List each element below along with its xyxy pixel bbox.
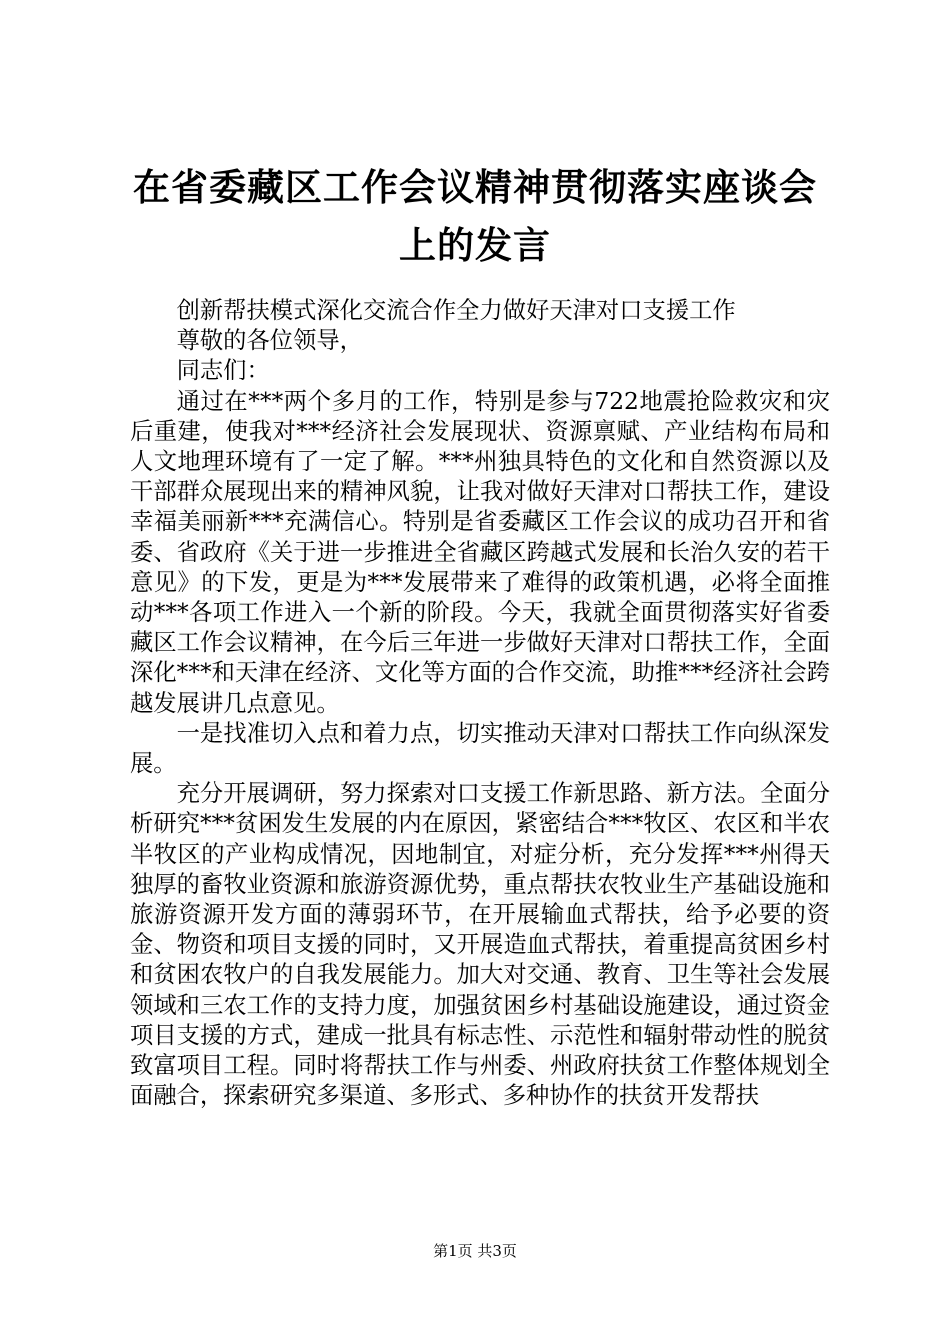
body-paragraph: 通过在***两个多月的工作，特别是参与722地震抢险救灾和灾后重建，使我对***经济社会发展现状、资源禀赋、产业结构布局和人文地理环境有了一定了解。***州独具特色的文化和自然资源以及干部群众展现出来的精神风貌，让我对做好天津对口帮扶工作，建设幸福美丽新***充满信心。特别是省委藏区工作会议的成功召开和省委、省政府《关于进一步推进全省藏区跨越式发展和长治久安的若干意见》的下发，更是为***发展带来了难得的政策机遇，必将全面推动***各项工作进入一个新的阶段。今天，我就全面贯彻落实好省委藏区工作会议精神，在今后三年进一步做好天津对口帮扶工作，全面深化***和天津在经济、文化等方面的合作交流，助推***经济社会跨越发展讲几点意见。	[130, 387, 830, 717]
document-body	[130, 296, 830, 1111]
document-title: 在省委藏区工作会议精神贯彻落实座谈会上的发言	[133, 165, 817, 267]
section-heading-paragraph: 一是找准切入点和着力点，切实推动天津对口帮扶工作向纵深发展。	[130, 719, 830, 778]
body-paragraph: 充分开展调研，努力探索对口支援工作新思路、新方法。全面分析研究***贫困发生发展的内在原因，紧密结合***牧区、农区和半农半牧区的产业构成情况，因地制宜，对症分析，充分发挥***州得天独厚的畜牧业资源和旅游资源优势，重点帮扶农牧业生产基础设施和旅游资源开发方面的薄弱环节，在开展输血式帮扶，给予必要的资金、物资和项目支援的同时，又开展造血式帮扶，着重提高贫困乡村和贫困农牧户的自我发展能力。加大对交通、教育、卫生等社会发展领域和三农工作的支持力度，加强贫困乡村基础设施建设，通过资金项目支援的方式，建成一批具有标志性、示范性和辐射带动性的脱贫致富项目工程。同时将帮扶工作与州委、州政府扶贫工作整体规划全面融合，探索研究多渠道、多形式、多种协作的扶贫开发帮扶	[130, 780, 830, 1110]
salutation-paragraph: 同志们：	[176, 357, 270, 385]
subtitle-paragraph: 创新帮扶模式深化交流合作全力做好天津对口支援工作	[176, 297, 736, 324]
salutation-paragraph: 尊敬的各位领导，	[176, 327, 363, 355]
page-footer: 第1页 共3页	[433, 1242, 517, 1260]
